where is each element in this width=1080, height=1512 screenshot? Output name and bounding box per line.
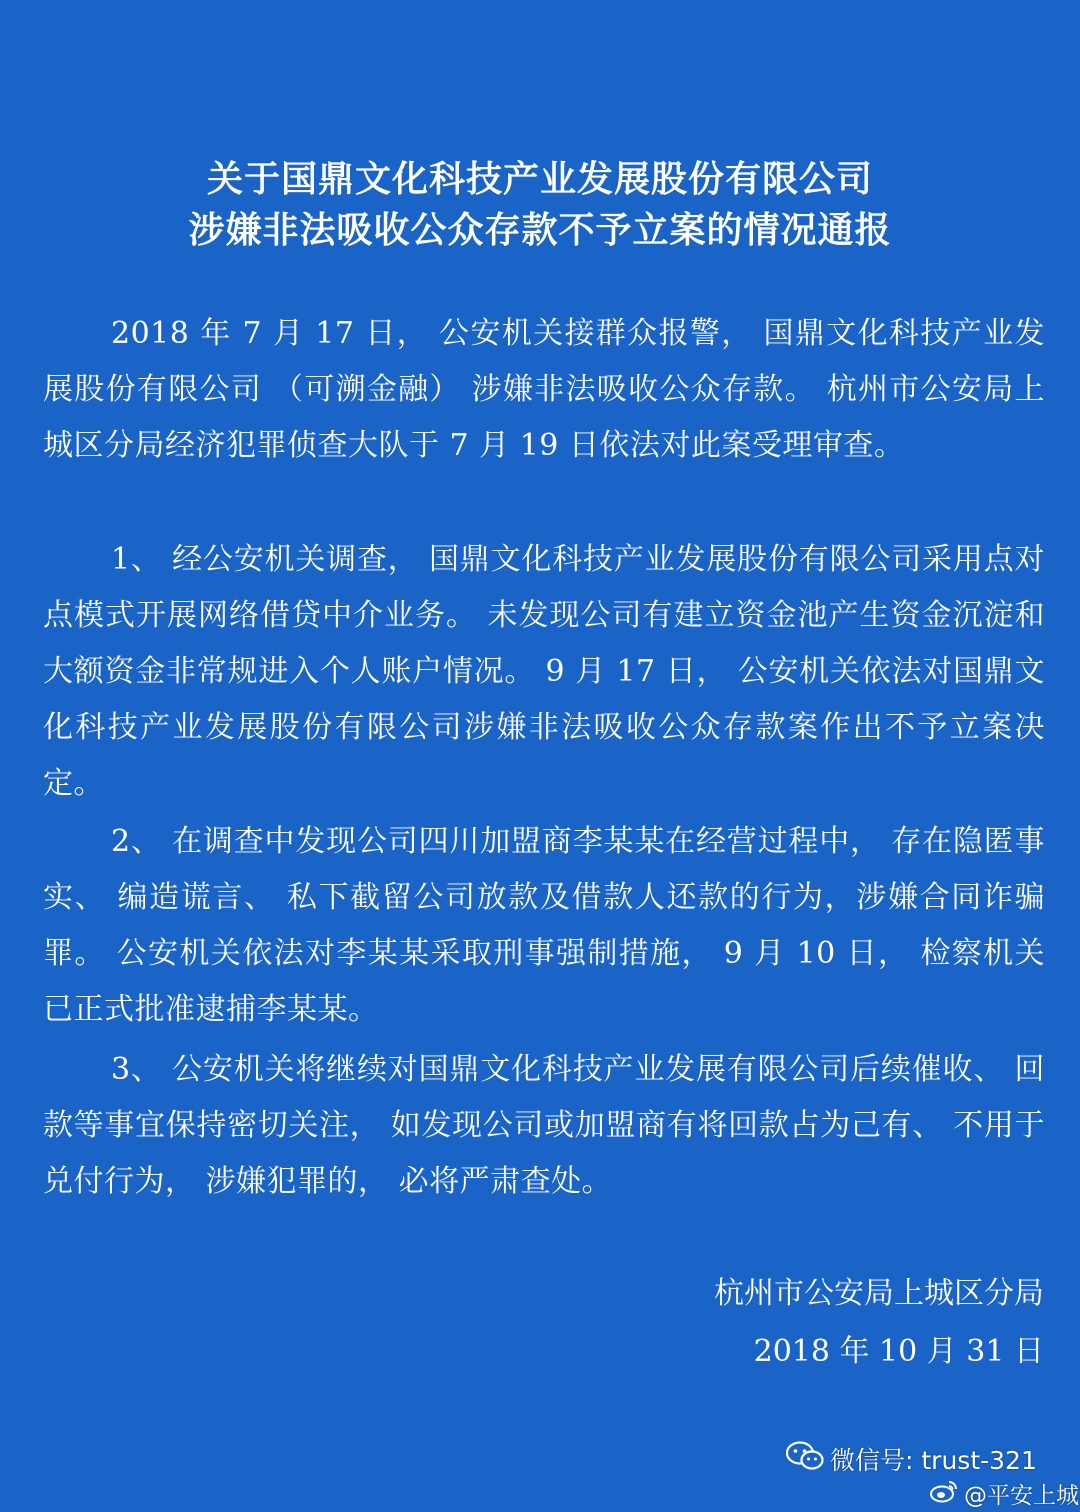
weibo-watermark-text: @平安上城 (964, 1483, 1079, 1509)
paragraph-item-2: 2、 在调查中发现公司四川加盟商李某某在经营过程中， 存在隐匿事实、 编造谎言、 私下截留公司放款及借款人还款的行为，涉嫌合同诈骗罪。 公安机关依法对李某某采取刑事强制措施， 9 月 10 日， 检察机关已正式批准逮捕李某某。 (43, 824, 1045, 1027)
signature-date: 2018 年 10 月 31 日 (753, 1334, 1044, 1369)
wechat-watermark (786, 1440, 1037, 1478)
wechat-icon (786, 1440, 824, 1478)
paragraph-item-3: 3、 公安机关将继续对国鼎文化科技产业发展有限公司后续催收、 回款等事宜保持密切关注， 如发现公司或加盟商有将回款占为己有、 不用于兑付行为， 涉嫌犯罪的， 必将严肃查处。 (43, 1052, 1045, 1199)
document-title-line-2: 涉嫌非法吸收公众存款不予立案的情况通报 (188, 210, 892, 251)
paragraph-intro: 2018 年 7 月 17 日， 公安机关接群众报警， 国鼎文化科技产业发展股份有限公司 （可溯金融） 涉嫌非法吸收公众存款。 杭州市公安局上城区分局经济犯罪侦查大队于 7 月 19 日依法对此案受理审查。 (43, 316, 1045, 463)
signature-organization: 杭州市公安局上城区分局 (714, 1276, 1044, 1311)
document-title-line-1: 关于国鼎文化科技产业发展股份有限公司 (206, 159, 873, 200)
weibo-watermark (930, 1477, 1079, 1510)
wechat-watermark-text: 微信号: trust-321 (830, 1446, 1037, 1475)
paragraph-item-1: 1、 经公安机关调查， 国鼎文化科技产业发展股份有限公司采用点对点模式开展网络借贷中介业务。 未发现公司有建立资金池产生资金沉淀和大额资金非常规进入个人账户情况。 9 月 17 日， 公安机关依法对国鼎文化科技产业发展股份有限公司涉嫌非法吸收公众存款案作出不予立案决定。 (43, 542, 1045, 801)
weibo-icon (930, 1479, 958, 1509)
